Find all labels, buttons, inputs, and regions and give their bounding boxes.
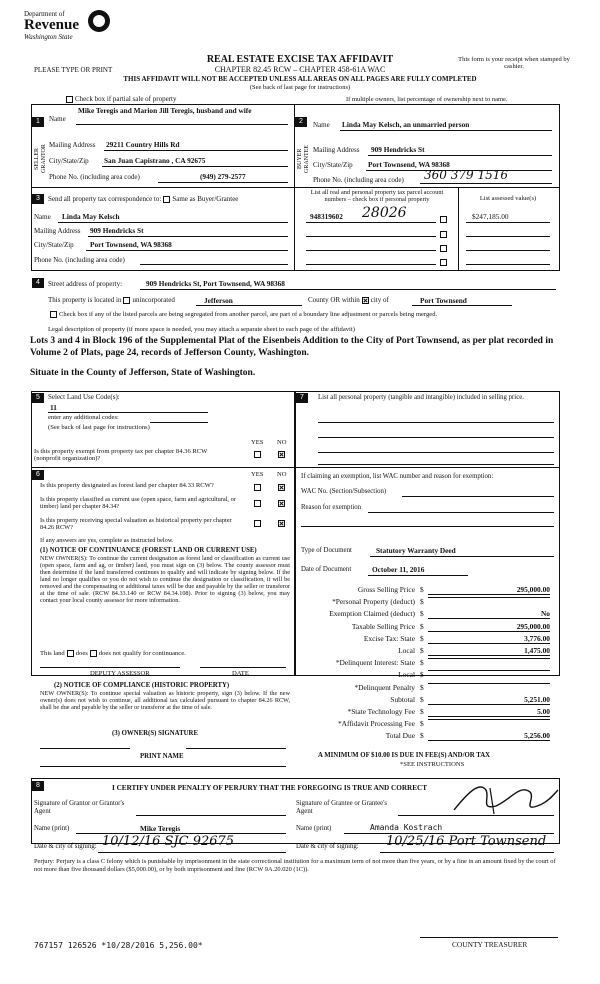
exempt-no-checkbox[interactable] xyxy=(278,451,285,458)
parcel-hand-note: 28026 xyxy=(362,205,407,221)
seller-city-label: City/State/Zip xyxy=(49,157,89,165)
fee-label: Total Due xyxy=(385,731,415,741)
dollar-sign: $ xyxy=(420,646,424,655)
dollar-sign: $ xyxy=(420,621,424,631)
dollar-sign: $ xyxy=(420,707,424,716)
if-yes-note: If any answers are yes, complete as instructed below. xyxy=(40,537,174,544)
fee-amount[interactable]: No xyxy=(428,609,550,619)
additional-codes-label: enter any additional codes: xyxy=(48,414,119,421)
county-treasurer: COUNTY TREASURER xyxy=(452,940,528,949)
yes-header-6: YES xyxy=(251,471,264,478)
historic-question: Is this property receiving special valuation as historical property per chapter 84.26 RCW? xyxy=(40,517,232,531)
instructions-note: (See back of last page for instructions) xyxy=(249,84,351,91)
fee-amount[interactable]: 5.00 xyxy=(428,707,550,717)
seller-phone[interactable]: (949) 279-2577 xyxy=(200,172,246,181)
owner-signature-label: (3) OWNER(S) SIGNATURE xyxy=(112,730,198,737)
form-chapter: CHAPTER 82.45 RCW – CHAPTER 458-61A WAC xyxy=(214,65,386,74)
section-8-badge: 8 xyxy=(32,781,44,791)
grantor-date-city[interactable]: 10/12/16 SJC 92675 xyxy=(102,834,235,849)
grantor-date-label: Date & city of signing: xyxy=(34,843,97,850)
grantee-sig-label: Signature of Grantee or Grantee's Agent xyxy=(296,800,388,815)
doc-date[interactable]: October 11, 2016 xyxy=(372,565,425,574)
seller-name-label: Name xyxy=(49,115,66,123)
dollar-sign: $ xyxy=(420,597,424,607)
street-address[interactable]: 909 Hendricks St, Port Townsend, WA 98368 xyxy=(146,279,285,288)
fee-label: *State Technology Fee xyxy=(347,707,415,716)
perjury-notice: Perjury: Perjury is a class C felony which is punishable by imprisonment in the state correctional institution for a maximum term of not more than five years, or by a fine in an amount fixed by the court of not more than five thousand dollars ($5,000.00), or by both imprisonment and fine (RCW 9A.20.020 (1C)). xyxy=(34,858,556,873)
grantor-sig-label: Signature of Grantor or Grantor's Agent xyxy=(34,800,125,815)
fee-label: Excise Tax: State xyxy=(363,633,415,643)
parcel-number[interactable]: 948319602 xyxy=(310,212,343,221)
dollar-sign: $ xyxy=(420,694,424,704)
fee-amount[interactable]: 5,251.00 xyxy=(428,695,550,705)
section-6-badge: 6 xyxy=(32,470,44,480)
legal-description[interactable]: Lots 3 and 4 in Block 196 of the Supplemental Plat of the Eisenbeis Addition to the City of Port Townsend, as per plat recorded in Volume 2 of Plats, page 24, records of Jefferson County, Washington. xyxy=(30,336,554,358)
fee-amount[interactable]: 3,776.00 xyxy=(428,634,550,644)
notice-continuance-title: (1) NOTICE OF CONTINUANCE (FOREST LAND OR CURRENT USE) xyxy=(40,547,257,554)
land-use-label: Select Land Use Code(s): xyxy=(48,393,120,401)
fee-row xyxy=(300,609,550,619)
deputy-date-label: DATE xyxy=(232,670,249,677)
legal-header: Legal description of property (if more space is needed, you may attach a separate sheet to each page of the affidavit) xyxy=(48,326,355,333)
street-label: Street address of property: xyxy=(48,280,123,288)
fee-row xyxy=(300,597,550,607)
no-header-6: NO xyxy=(277,471,287,478)
form-title: REAL ESTATE EXCISE TAX AFFIDAVIT xyxy=(206,54,394,65)
parcel-2-checkbox[interactable] xyxy=(440,231,447,238)
grantee-date-label: Date & city of signing: xyxy=(296,843,359,850)
fee-amount[interactable] xyxy=(428,683,550,684)
reason-label: Reason for exemption xyxy=(301,504,362,511)
fee-amount[interactable] xyxy=(428,670,550,671)
current-use-question: Is this property classified as current use (open space, farm and agricultural, or timber) land per chapter 84.34? xyxy=(40,496,236,510)
fee-row xyxy=(300,622,550,632)
current-use-no-checkbox[interactable] xyxy=(278,500,285,507)
fee-amount[interactable]: 295,000.00 xyxy=(428,622,550,632)
minimum-due: A MINIMUM OF $10.00 IS DUE IN FEE(S) AND/OR TAX xyxy=(318,752,491,759)
city-checkbox[interactable] xyxy=(362,297,369,304)
doc-type-label: Type of Document xyxy=(301,547,352,554)
county-value[interactable]: Jefferson xyxy=(204,296,233,305)
section-4-badge: 4 xyxy=(32,278,44,288)
situate-text: Situate in the County of Jefferson, State of Washington. xyxy=(30,368,256,378)
fee-label: Local xyxy=(398,670,415,680)
fee-row xyxy=(300,634,550,644)
fee-row xyxy=(300,658,550,668)
fee-amount[interactable]: 1,475.00 xyxy=(428,646,550,656)
yes-header: YES xyxy=(251,439,264,446)
buyer-mail[interactable]: 909 Hendricks St xyxy=(371,145,425,154)
forest-question: Is this property designated as forest land per chapter 84.33 RCW? xyxy=(40,482,214,489)
dollar-sign: $ xyxy=(420,609,424,619)
certify-statement: I CERTIFY UNDER PENALTY OF PERJURY THAT THE FOREGOING IS TRUE AND CORRECT xyxy=(112,784,427,792)
logo-state: Washington State xyxy=(24,33,73,41)
does-checkbox[interactable] xyxy=(67,650,74,657)
fee-row xyxy=(300,719,550,729)
section-5-badge: 5 xyxy=(32,393,44,403)
partial-sale-checkbox[interactable] xyxy=(66,96,73,103)
qualify-row: This land does does not qualify for continuance. xyxy=(40,650,186,658)
fee-row xyxy=(300,670,550,680)
fee-row xyxy=(300,683,550,693)
fee-label: Exemption Claimed (deduct) xyxy=(329,609,415,619)
fee-row xyxy=(300,585,550,595)
assessed-header: List assessed value(s) xyxy=(479,195,537,202)
dollar-sign: $ xyxy=(420,658,424,668)
dollar-sign: $ xyxy=(420,670,424,680)
segregated-row: Check box if any of the listed parcels are being segregated from another parcel, are part of a boundary line adjustment or parcels being merged. xyxy=(48,311,437,318)
fee-amount[interactable]: 295,000.00 xyxy=(428,585,550,595)
buyer-phone-label: Phone No. (including area code) xyxy=(313,176,404,184)
fee-amount[interactable] xyxy=(428,597,550,598)
forest-yes-checkbox[interactable] xyxy=(254,484,261,491)
fee-label: Subtotal xyxy=(390,694,415,704)
section-7-badge: 7 xyxy=(296,393,308,403)
dollar-sign: $ xyxy=(420,731,424,741)
grantee-name[interactable]: Amanda Kostrach xyxy=(370,823,443,832)
seller-mail[interactable]: 29211 Country Hills Rd xyxy=(106,140,180,149)
fee-label: Local xyxy=(398,646,415,655)
multiple-owners-note: If multiple owners, list percentage of ownership next to name. xyxy=(346,96,508,103)
no-header: NO xyxy=(277,439,287,446)
buyer-mail-label: Mailing Address xyxy=(313,146,360,154)
unincorporated-checkbox[interactable] xyxy=(123,297,130,304)
dollar-sign: $ xyxy=(420,719,424,729)
seller-phone-label: Phone No. (including area code) xyxy=(49,173,140,181)
grantee-signature[interactable] xyxy=(450,780,560,820)
dollar-sign: $ xyxy=(420,682,424,692)
personal-property-label: List all personal property (tangible and intangible) included in selling price. xyxy=(318,394,524,401)
deputy-assessor-label: DEPUTY ASSESSOR xyxy=(90,670,150,677)
historic-yes-checkbox[interactable] xyxy=(254,520,261,527)
sec5-see: (See back of last page for instructions) xyxy=(48,424,150,431)
grantor-name-label: Name (print) xyxy=(34,825,70,832)
grantee-name-label: Name (print) xyxy=(296,825,332,832)
same-as-buyer-checkbox[interactable] xyxy=(163,196,170,203)
cashier-stamp: 767157 126526 *10/28/2016 5,256.00* xyxy=(34,941,203,950)
print-name-label: PRINT NAME xyxy=(140,753,184,760)
assessed-value[interactable]: $247,185.00 xyxy=(472,212,509,221)
buyer-city-label: City/State/Zip xyxy=(313,161,353,169)
parcel-4-checkbox[interactable] xyxy=(440,259,447,266)
historic-no-checkbox[interactable] xyxy=(278,520,285,527)
sec3-mail-label: Mailing Address xyxy=(34,227,81,235)
notice-continuance-body: NEW OWNER(S): To continue the current designation as forest land or classification as current use (open space, farm and ag, or timber) land, you must sign on (3) below. The county assessor must then determine if the land transferred continues to qualify and will indicate by signing below. If the land no longer qualifies or you do not wish to continue the designation or classification, it will be removed and the compensating or additional taxes will be due and payable by the seller or transferor at the time of sale. (RCW 84.33.140 or RCW 84.34.108). Prior to signing (3) below, you may contact your local county assessor for more information. xyxy=(40,555,290,604)
location-row: This property is located in unincorporated xyxy=(48,296,175,304)
exempt-question: Is this property exempt from property tax per chapter 84.36 RCW (nonprofit organization)? xyxy=(34,448,208,462)
fee-label: *Personal Property (deduct) xyxy=(332,597,415,607)
seller-grantor-label: SELLER GRANTOR xyxy=(34,144,47,174)
fee-row xyxy=(300,695,550,705)
dor-logo-icon xyxy=(88,10,110,32)
parcel-header: List all real and personal property tax parcel account numbers – check box if personal property xyxy=(310,189,444,203)
section-5-6 xyxy=(31,391,296,676)
sec3-name[interactable]: Linda May Kelsch xyxy=(62,212,120,221)
dollar-sign: $ xyxy=(420,633,424,643)
wac-label: WAC No. (Section/Subsection) xyxy=(301,488,387,495)
see-instructions: *SEE INSTRUCTIONS xyxy=(400,761,465,768)
land-use-code[interactable]: 11 xyxy=(50,403,57,412)
segregated-checkbox[interactable] xyxy=(50,311,57,318)
logo-dept: Department of xyxy=(24,10,65,18)
send-correspondence: Send all property tax correspondence to: Same as Buyer/Grantee xyxy=(48,195,239,203)
current-use-yes-checkbox[interactable] xyxy=(254,500,261,507)
section-3-badge: 3 xyxy=(32,194,44,204)
notice-compliance-body: NEW OWNER(S): To continue special valuation as historic property, sign (3) below. If the new owner(s) does not wish to continue, all additional tax calculated pursuant to chapter 84.26 RCW, shall be due and payable by the seller or transferor at the time of sale. xyxy=(40,690,290,711)
fee-amount[interactable]: 5,256.00 xyxy=(428,731,550,741)
buyer-name-label: Name xyxy=(313,121,330,129)
logo-revenue: Revenue xyxy=(24,17,79,33)
receipt-note: This form is your receipt when stamped by cashier. xyxy=(458,56,570,70)
exempt-yes-checkbox[interactable] xyxy=(254,451,261,458)
dollar-sign: $ xyxy=(420,585,424,594)
buyer-city[interactable]: Port Townsend, WA 98368 xyxy=(368,160,450,169)
buyer-phone[interactable]: 360 379 1516 xyxy=(424,168,508,182)
dor-logo xyxy=(24,10,134,56)
personal-property-checkbox[interactable] xyxy=(440,216,447,223)
sec3-city-label: City/State/Zip xyxy=(34,241,74,249)
fee-label: Taxable Selling Price xyxy=(351,621,415,631)
fee-amount[interactable] xyxy=(428,658,550,659)
acceptance-notice: THIS AFFIDAVIT WILL NOT BE ACCEPTED UNLESS ALL AREAS ON ALL PAGES ARE FULLY COMPLETED xyxy=(123,75,477,83)
grantee-date-city[interactable]: 10/25/16 Port Townsend xyxy=(386,834,547,849)
grantor-name[interactable]: Mike Teregis xyxy=(140,824,181,833)
sec3-city[interactable]: Port Townsend, WA 98368 xyxy=(90,240,172,249)
city-value[interactable]: Port Townsend xyxy=(420,296,467,305)
seller-mail-label: Mailing Address xyxy=(49,141,96,149)
fee-label: *Affidavit Processing Fee xyxy=(337,719,415,729)
fee-label: Gross Selling Price xyxy=(357,585,415,594)
section-1-badge: 1 xyxy=(32,117,44,127)
section-2-badge: 2 xyxy=(295,117,307,127)
parcel-3-checkbox[interactable] xyxy=(440,245,447,252)
partial-sale: Check box if partial sale of property xyxy=(64,95,176,103)
fee-row xyxy=(300,707,550,717)
does-not-checkbox[interactable] xyxy=(90,650,97,657)
fee-amount[interactable] xyxy=(428,719,550,720)
sec3-name-label: Name xyxy=(34,213,51,221)
sec3-mail[interactable]: 909 Hendricks St xyxy=(90,226,144,235)
fee-row xyxy=(300,646,550,656)
fee-label: *Delinquent Interest: State xyxy=(335,658,415,668)
seller-city[interactable]: San Juan Capistrano , CA 92675 xyxy=(104,156,206,165)
fee-label: *Delinquent Penalty xyxy=(354,682,415,692)
notice-compliance-title: (2) NOTICE OF COMPLIANCE (HISTORIC PROPERTY) xyxy=(54,682,230,689)
sec3-phone-label: Phone No. (including area code) xyxy=(34,256,125,264)
buyer-grantee-label: BUYER GRANTEE xyxy=(297,145,310,173)
doc-type[interactable]: Statutory Warranty Deed xyxy=(376,546,456,555)
doc-date-label: Date of Document xyxy=(301,566,352,573)
please-print: PLEASE TYPE OR PRINT xyxy=(34,66,113,74)
buyer-name[interactable]: Linda May Kelsch, an unmarried person xyxy=(342,120,470,129)
county-or-city: County OR within city of xyxy=(308,296,389,304)
exemption-label: If claiming an exemption, list WAC number and reason for exemption: xyxy=(301,473,494,480)
seller-name[interactable]: Mike Teregis and Marion Jill Teregis, husband and wife xyxy=(78,106,252,115)
fee-row xyxy=(300,731,550,741)
forest-no-checkbox[interactable] xyxy=(278,484,285,491)
